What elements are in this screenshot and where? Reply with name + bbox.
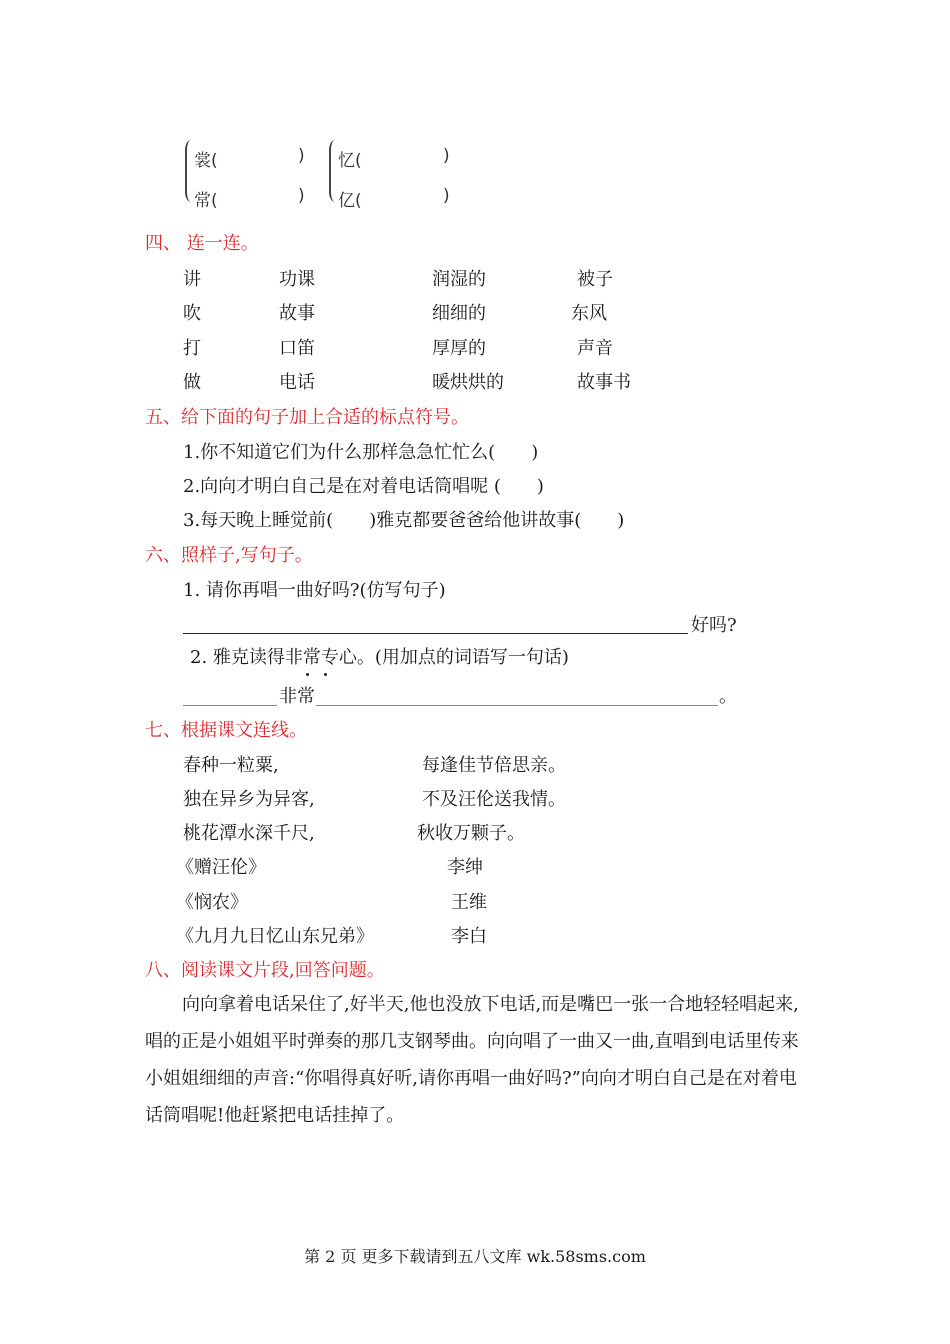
s7-right-6: 李白	[451, 926, 487, 947]
s7-right-3: 秋收万颗子。	[417, 823, 525, 844]
s7-left-2: 独在异乡为异客,	[183, 789, 315, 810]
s4-r2-c1: 吹	[183, 303, 201, 324]
section6-title: 六、照样子,写句子。	[145, 545, 313, 566]
s4-r3-c4: 声音	[577, 338, 613, 359]
group2-close-1: )	[443, 146, 450, 166]
s8-passage: 向向拿着电话呆住了,好半天,他也没放下电话,而是嘴巴一张一合地轻轻唱起来,唱的正是小姐姐平时弹奏的那几支钢琴曲。向向唱了一曲又一曲,直唱到电话里传来小姐姐细细的声音:“你唱得真好听,请你再唱一曲好吗?”向向才明白自己是在对着电话筒唱呢!他赶紧把电话挂掉了。	[145, 994, 799, 1126]
s4-r1-c2: 功课	[279, 269, 315, 290]
s7-left-4: 《赠汪伦》	[176, 857, 266, 878]
emphasis-dot-1	[306, 673, 309, 676]
s5-item-2: 2.向向才明白自己是在对着电话筒唱呢 ( )	[183, 476, 544, 497]
group1-close-1: )	[298, 146, 305, 166]
s4-r4-c4: 故事书	[577, 372, 631, 393]
section5-title: 五、给下面的句子加上合适的标点符号。	[145, 407, 469, 428]
right-brace	[329, 140, 337, 202]
s6-item-2: 2. 雅克读得非常专心。(用加点的词语写一句话)	[190, 647, 569, 668]
section4-title: 四、 连一连。	[145, 233, 259, 254]
s4-r1-c3: 润湿的	[432, 269, 486, 290]
s4-r4-c3: 暖烘烘的	[432, 372, 504, 393]
s7-right-5: 王维	[451, 892, 487, 913]
s6-answer-line-2a[interactable]	[183, 705, 277, 706]
group1-close-2: )	[298, 186, 305, 206]
group1-word-2: 常(	[194, 191, 218, 211]
group2-word-1: 忆(	[338, 151, 362, 171]
s4-r1-c1: 讲	[183, 269, 201, 290]
section8-title: 八、阅读课文片段,回答问题。	[145, 960, 385, 981]
s7-left-5: 《悯农》	[176, 892, 248, 913]
s7-left-1: 春种一粒粟,	[183, 755, 279, 776]
section7-title: 七、根据课文连线。	[145, 720, 307, 741]
s6-item-2-mid: 非常	[279, 686, 315, 707]
s7-right-2: 不及汪伦送我情。	[422, 789, 566, 810]
s4-r4-c1: 做	[183, 372, 201, 393]
s7-left-6: 《九月九日忆山东兄弟》	[176, 926, 374, 947]
s4-r4-c2: 电话	[279, 372, 315, 393]
s4-r3-c3: 厚厚的	[432, 338, 486, 359]
s4-r2-c2: 故事	[279, 303, 315, 324]
group2-word-2: 亿(	[338, 191, 362, 211]
s7-right-1: 每逢佳节倍思亲。	[422, 755, 566, 776]
s6-item-2-end: 。	[719, 686, 737, 707]
s7-right-4: 李绅	[447, 857, 483, 878]
s7-left-3: 桃花潭水深千尺,	[183, 823, 315, 844]
s4-r1-c4: 被子	[577, 269, 613, 290]
s5-item-3: 3.每天晚上睡觉前( )雅克都要爸爸给他讲故事( )	[183, 510, 625, 531]
s5-item-1: 1.你不知道它们为什么那样急急忙忙么( )	[183, 442, 539, 463]
emphasis-dot-2	[324, 673, 327, 676]
s6-answer-line-2b[interactable]	[316, 705, 718, 706]
s4-r3-c2: 口笛	[279, 338, 315, 359]
s4-r3-c1: 打	[183, 338, 201, 359]
group2-close-2: )	[443, 186, 450, 206]
s4-r2-c4: 东风	[571, 303, 607, 324]
left-brace	[185, 140, 193, 202]
s6-item-1: 1. 请你再唱一曲好吗?(仿写句子)	[183, 580, 446, 601]
group1-word-1: 裳(	[194, 151, 218, 171]
s6-item-1-suffix: 好吗?	[691, 615, 737, 636]
page-footer: 第 2 页 更多下载请到五八文库 wk.58sms.com	[304, 1247, 646, 1266]
s4-r2-c3: 细细的	[432, 303, 486, 324]
s6-answer-line-1[interactable]	[183, 633, 688, 634]
